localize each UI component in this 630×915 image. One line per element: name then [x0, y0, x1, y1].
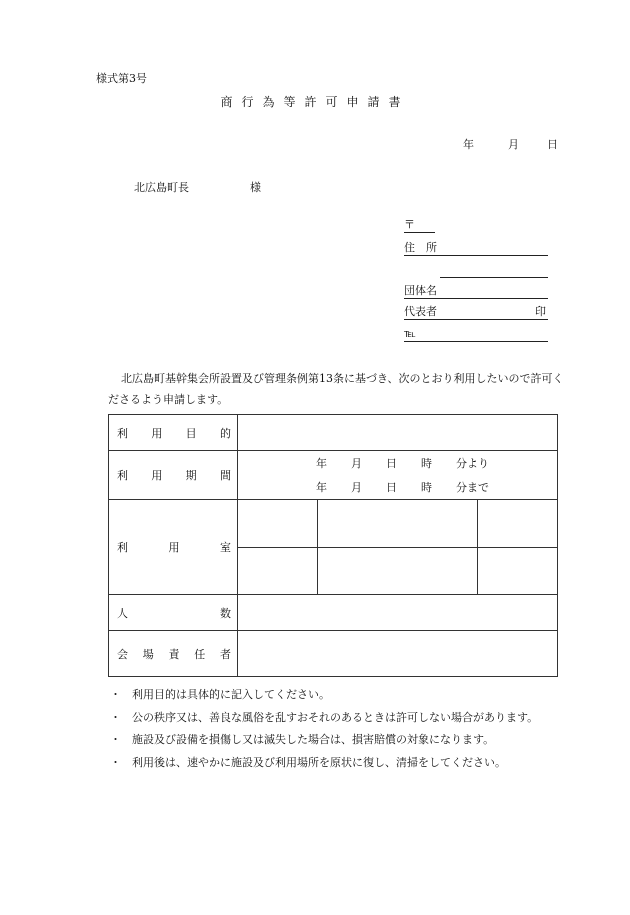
period-to: 年 月 日 時 分まで: [316, 481, 489, 494]
period-field[interactable]: [238, 451, 558, 500]
note-item: ・ 利用目的は具体的に記入してください。: [110, 688, 330, 701]
date-year: 年: [463, 138, 474, 151]
application-table: [108, 414, 558, 677]
period-from: 年 月 日 時 分より: [316, 457, 489, 470]
addressee-honorific: 様: [250, 181, 261, 194]
note-item: ・ 利用後は、速やかに施設及び利用場所を原状に復し、清掃をしてください。: [110, 755, 506, 769]
application-statement: 北広島町基幹集会所設置及び管理条例第13条に基づき、次のとおり利用したいので許可くださるよう申請します。: [108, 372, 564, 406]
address-line[interactable]: 住 所: [404, 241, 548, 256]
count-label: 人 数: [109, 595, 238, 631]
tel-line[interactable]: ℡: [404, 327, 548, 342]
applicant-block: [404, 218, 548, 348]
manager-field[interactable]: [238, 631, 558, 677]
room-cell[interactable]: [238, 500, 318, 547]
room-cell[interactable]: [318, 547, 478, 594]
room-row: [109, 500, 558, 595]
date-line: [463, 136, 558, 152]
address-line-2[interactable]: [440, 263, 548, 278]
room-cell[interactable]: [477, 500, 557, 547]
room-cell[interactable]: [477, 547, 557, 594]
count-field[interactable]: [238, 595, 558, 631]
room-cell[interactable]: [318, 500, 478, 547]
postal-line[interactable]: 〒: [404, 218, 435, 233]
purpose-field[interactable]: [238, 415, 558, 451]
organization-line[interactable]: 団体名: [404, 284, 548, 299]
room-grid-cell: [238, 500, 558, 595]
manager-row: [109, 631, 558, 677]
representative-line[interactable]: 代表者 印: [404, 305, 546, 318]
date-day: 日: [547, 138, 558, 151]
form-number: 様式第3号: [96, 72, 147, 85]
date-month: 月: [508, 138, 519, 151]
period-label: 利 用 期 間: [109, 451, 238, 500]
manager-label: 会 場 責 任 者: [109, 631, 238, 677]
room-label: 利 用 室: [109, 500, 238, 595]
document-title: 商行為等許可申請書: [220, 95, 410, 109]
count-row: [109, 595, 558, 631]
room-cell[interactable]: [238, 547, 318, 594]
note-item: ・ 施設及び設備を損傷し又は滅失した場合は、損害賠償の対象になります。: [110, 733, 495, 746]
room-grid: [238, 500, 557, 594]
period-row: [109, 451, 558, 500]
purpose-label: 利 用 目 的: [109, 415, 238, 451]
notes-list: [110, 684, 538, 774]
seal-mark: 印: [535, 305, 546, 318]
addressee-name: 北広島町長: [134, 181, 189, 194]
note-item: ・ 公の秩序又は、善良な風俗を乱すおそれのあるときは許可しない場合があります。: [110, 710, 539, 724]
purpose-row: [109, 415, 558, 451]
